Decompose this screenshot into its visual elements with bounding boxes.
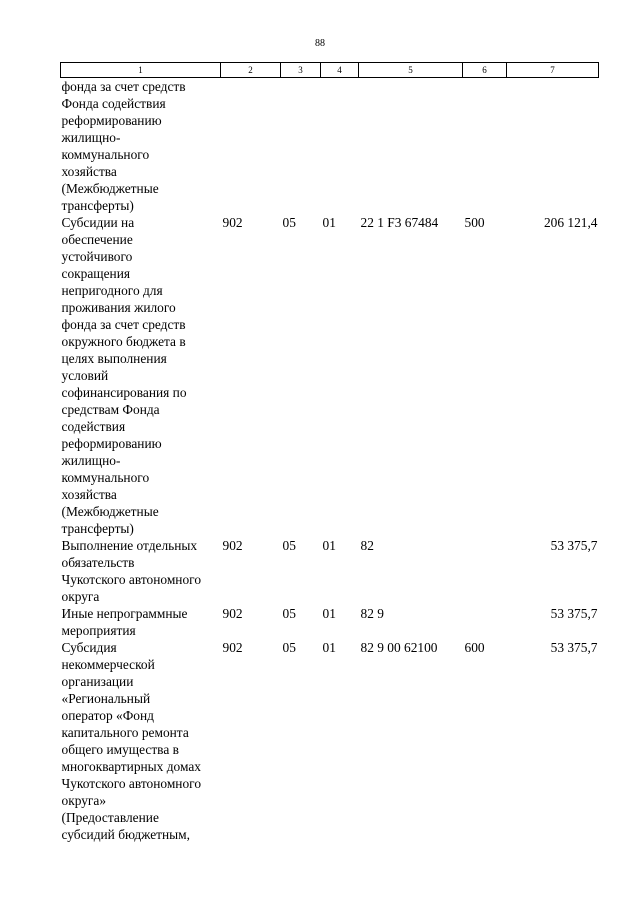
row-section-code: 05 (282, 538, 296, 553)
row-name-line: (Межбюджетные (61, 181, 159, 196)
row-name-line: Субсидия (61, 640, 117, 655)
row-name-line: проживания жилого (61, 300, 176, 315)
row-name-line: Чукотского автономного (61, 776, 202, 791)
row-name-line: многоквартирных домах (61, 759, 201, 774)
row-amount: 206 121,4 (543, 215, 598, 230)
row-name-line: коммунального (61, 147, 150, 162)
row-target-article-code: 82 9 00 62100 (360, 640, 438, 655)
row-amount: 53 375,7 (550, 640, 598, 655)
row-name-line: Иные непрограммные (61, 606, 188, 621)
table-row (61, 639, 599, 843)
row-name-line: коммунального (61, 470, 150, 485)
row-agency-code: 902 (222, 538, 243, 553)
row-name-line: Чукотского автономного (61, 572, 202, 587)
header-row (61, 63, 599, 78)
row-section-code (281, 78, 321, 215)
row-name-line: (Межбюджетные (61, 504, 159, 519)
row-expense-type-code: 600 (464, 640, 485, 655)
page-number: 88 (315, 38, 325, 49)
column-header-7: 7 (507, 63, 599, 78)
row-amount (507, 78, 599, 215)
row-subsection-code: 01 (322, 215, 336, 230)
row-expense-type-code (463, 605, 507, 639)
row-name (61, 605, 221, 639)
row-amount: 53 375,7 (550, 538, 598, 553)
row-name-line: непригодного для (61, 283, 163, 298)
row-name-line: капитального ремонта (61, 725, 189, 740)
row-name-line: общего имущества в (61, 742, 179, 757)
row-name (61, 214, 221, 537)
row-name-line: фонда за счет средств (61, 317, 186, 332)
row-name-line: фонда за счет средств (61, 79, 186, 94)
row-name-line: целях выполнения (61, 351, 167, 366)
row-section-code: 05 (282, 606, 296, 621)
column-header-3: 3 (281, 63, 321, 78)
row-subsection-code: 01 (322, 606, 336, 621)
row-name-line: хозяйства (61, 487, 117, 502)
row-name-line: «Региональный (61, 691, 151, 706)
row-subsection-code: 01 (322, 538, 336, 553)
row-name-line: устойчивого (61, 249, 133, 264)
row-name-line: Выполнение отдельных (61, 538, 198, 553)
row-subsection-code (321, 78, 359, 215)
row-name-line: реформированию (61, 436, 162, 451)
row-name-line: условий (61, 368, 109, 383)
row-name (61, 78, 221, 215)
row-expense-type-code (463, 78, 507, 215)
row-name-line: трансферты) (61, 521, 134, 536)
row-name-line: (Предоставление (61, 810, 159, 825)
row-name-line: сокращения (61, 266, 131, 281)
row-name-line: Фонда содействия (61, 96, 166, 111)
row-amount: 53 375,7 (550, 606, 598, 621)
row-name-line: обеспечение (61, 232, 133, 247)
row-name-line: реформированию (61, 113, 162, 128)
column-header-6: 6 (463, 63, 507, 78)
row-name-line: округа» (61, 793, 107, 808)
table-row (61, 214, 599, 537)
column-header-4: 4 (321, 63, 359, 78)
row-name-line: жилищно- (61, 130, 121, 145)
row-expense-type-code: 500 (464, 215, 485, 230)
row-name-line: округа (61, 589, 100, 604)
column-header-1: 1 (61, 63, 221, 78)
row-name-line: Субсидии на (61, 215, 135, 230)
table-body (61, 78, 599, 844)
row-agency-code: 902 (222, 215, 243, 230)
row-name-line: трансферты) (61, 198, 134, 213)
row-name-line: содействия (61, 419, 126, 434)
row-agency-code (221, 78, 281, 215)
column-header-5: 5 (359, 63, 463, 78)
row-section-code: 05 (282, 640, 296, 655)
table-row (61, 537, 599, 605)
row-name (61, 537, 221, 605)
row-name-line: оператор «Фонд (61, 708, 154, 723)
row-name-line: хозяйства (61, 164, 117, 179)
row-expense-type-code (463, 537, 507, 605)
row-name-line: мероприятия (61, 623, 136, 638)
table-row (61, 605, 599, 639)
row-target-article-code: 82 9 (360, 606, 384, 621)
column-header-2: 2 (221, 63, 281, 78)
row-name-line: жилищно- (61, 453, 121, 468)
row-name-line: софинансирования по (61, 385, 187, 400)
row-name-line: средствам Фонда (61, 402, 160, 417)
table-row (61, 78, 599, 215)
row-target-article-code (359, 78, 463, 215)
row-name-line: обязательств (61, 555, 135, 570)
row-section-code: 05 (282, 215, 296, 230)
column-number-header (61, 63, 599, 78)
row-agency-code: 902 (222, 640, 243, 655)
row-name-line: организации (61, 674, 134, 689)
row-target-article-code: 82 (360, 538, 374, 553)
row-name-line: некоммерческой (61, 657, 155, 672)
row-name-line: окружного бюджета в (61, 334, 186, 349)
row-subsection-code: 01 (322, 640, 336, 655)
row-agency-code: 902 (222, 606, 243, 621)
row-target-article-code: 22 1 F3 67484 (360, 215, 439, 230)
row-name-line: субсидий бюджетным, (61, 827, 191, 842)
budget-table (60, 62, 599, 843)
row-name (61, 639, 221, 843)
